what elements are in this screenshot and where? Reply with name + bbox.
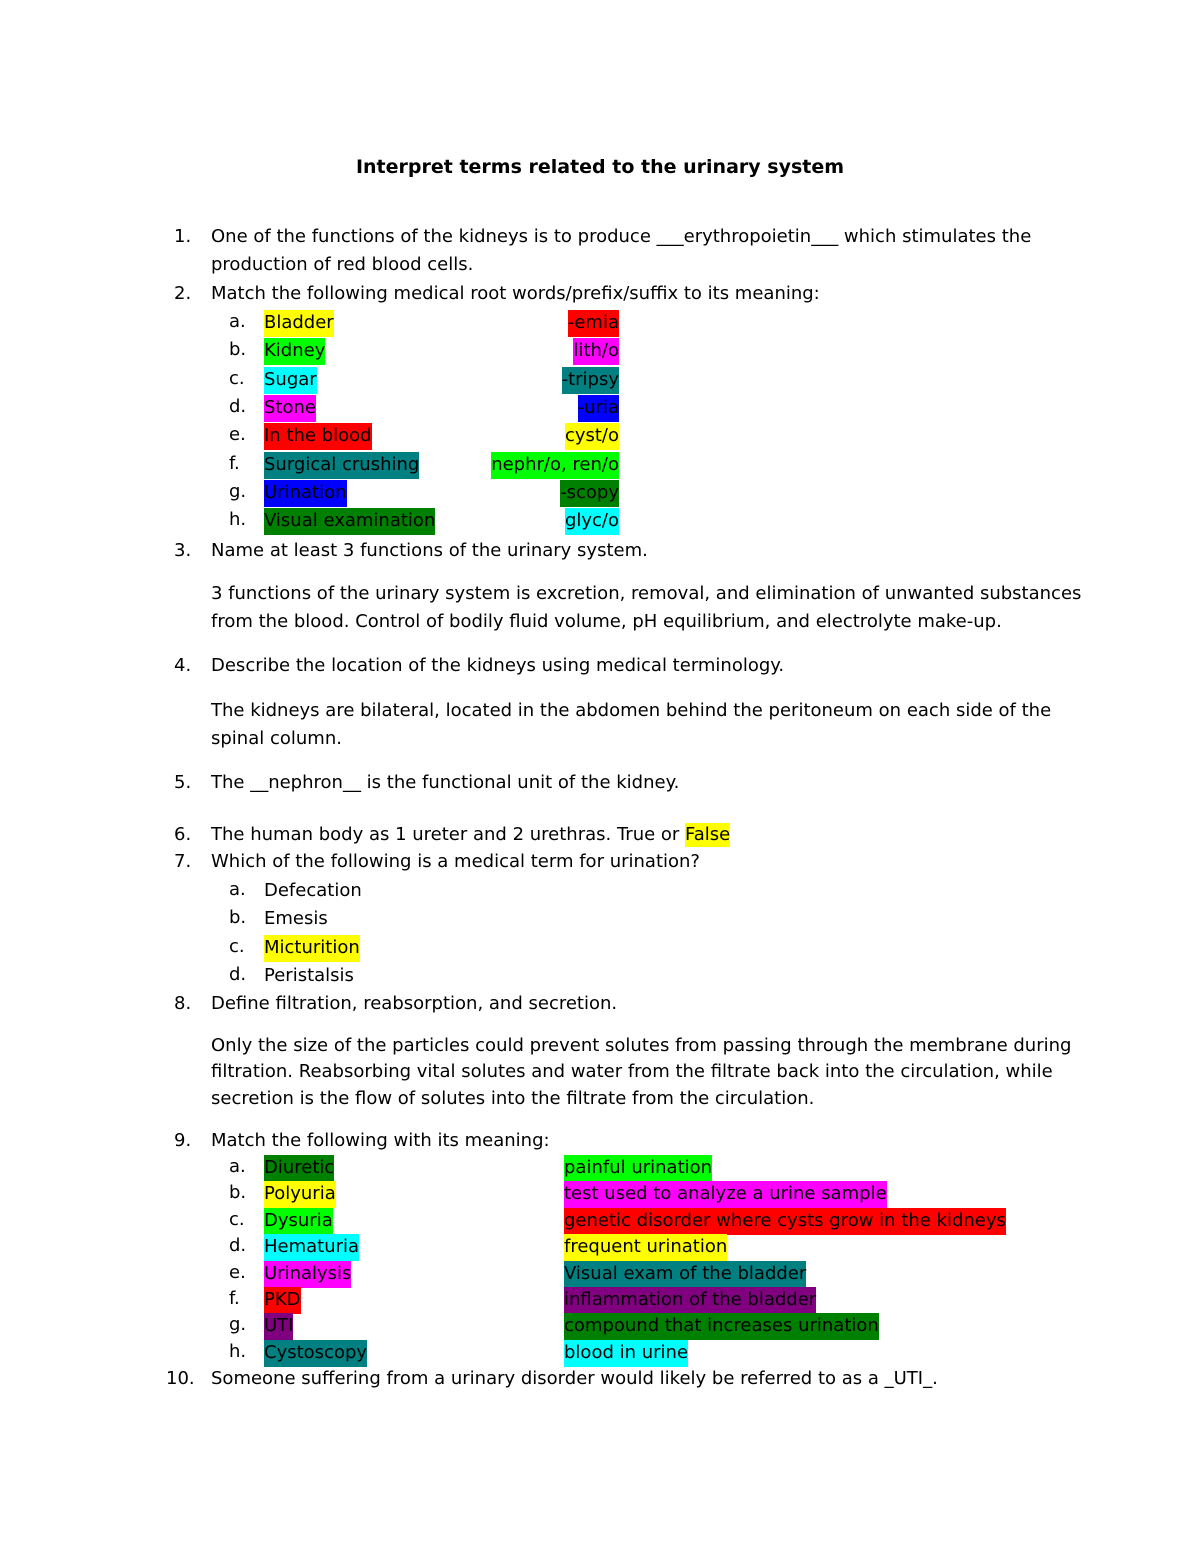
q9-left-letter: h. [229,1340,247,1362]
q2-right-item: -emia [568,310,619,337]
q2-left-item: In the blood [264,423,372,450]
q8-number: 8. [174,993,192,1014]
q9-left-item: Polyuria [264,1181,336,1208]
q9-number: 9. [174,1130,192,1151]
q8-answer-line1: Only the size of the particles could prevent solutes from passing through the membrane during [211,1035,1072,1056]
q7-option-letter: a. [229,879,246,900]
q2-left-letter: h. [229,509,247,531]
q2-left-item: Kidney [264,338,325,365]
q9-right-item: test used to analyze a urine sample [564,1181,887,1208]
q7-option-item: Peristalsis [264,964,354,986]
q4-text: Describe the location of the kidneys using medical terminology. [211,655,785,676]
q9-text: Match the following with its meaning: [211,1130,550,1151]
q9-right-item: blood in urine [564,1340,688,1367]
q2-left-letter: b. [229,339,247,361]
q3-answer-line1: 3 functions of the urinary system is excretion, removal, and elimination of unwanted substances [211,583,1082,604]
q1-number: 1. [174,226,192,247]
q3-text: Name at least 3 functions of the urinary system. [211,540,648,561]
q2-left-item: Bladder [264,310,334,337]
q2-right-item: nephr/o, ren/o [491,452,619,479]
q6-answer-highlight: False [685,824,731,845]
q3-number: 3. [174,540,192,561]
q9-left-item: Dysuria [264,1208,333,1235]
q9-left-item: Diuretic [264,1155,334,1182]
q9-left-item: UTI [264,1313,293,1340]
q2-right-item: glyc/o [565,508,619,535]
q7-number: 7. [174,851,192,872]
q5-text: The __nephron__ is the functional unit of the kidney. [211,772,680,793]
q4-answer-line2: spinal column. [211,728,342,749]
q2-left-letter: c. [229,367,245,389]
q2-right-item: -uria [578,395,619,422]
q8-answer-line3: secretion is the flow of solutes into the filtrate from the circulation. [211,1088,815,1109]
q2-right-item: -scopy [560,480,619,507]
q2-number: 2. [174,283,192,304]
q9-left-letter: g. [229,1314,247,1336]
q2-right-item: cyst/o [565,423,619,450]
q9-left-letter: d. [229,1235,247,1257]
q9-left-letter: f. [229,1288,240,1309]
q2-right-item: lith/o [573,338,619,365]
q1-text-line1: One of the functions of the kidneys is to produce ___erythropoietin___ which stimulates the [211,226,1032,247]
q2-left-item: Stone [264,395,316,422]
document-title: Interpret terms related to the urinary system [355,156,845,178]
q9-right-item: frequent urination [564,1234,727,1261]
q9-left-item: Urinalysis [264,1261,351,1288]
q8-text: Define filtration, reabsorption, and secretion. [211,993,618,1014]
q4-answer-line1: The kidneys are bilateral, located in the abdomen behind the peritoneum on each side of the [211,700,1052,721]
q9-left-item: Cystoscopy [264,1340,367,1367]
q1-text-line2: production of red blood cells. [211,254,474,275]
q2-text: Match the following medical root words/prefix/suffix to its meaning: [211,283,820,304]
q7-option-item: Micturition [264,935,360,962]
q2-left-item: Visual examination [264,508,435,535]
q2-left-item: Surgical crushing [264,452,419,479]
q9-right-item: genetic disorder where cysts grow in the kidneys [564,1208,1006,1235]
q3-answer-line2: from the blood. Control of bodily fluid volume, pH equilibrium, and electrolyte make-up. [211,611,1002,632]
q9-left-letter: b. [229,1182,247,1204]
q10-text: Someone suffering from a urinary disorder would likely be referred to as a _UTI_. [211,1368,938,1389]
q7-option-item: Defecation [264,880,362,901]
q9-right-item: Visual exam of the bladder [564,1261,806,1288]
q2-left-letter: f. [229,452,240,474]
q9-left-item: PKD [264,1287,301,1314]
q2-left-letter: a. [229,311,246,332]
q7-option-item: Emesis [264,908,328,930]
q9-left-letter: c. [229,1208,245,1230]
q9-left-item: Hematuria [264,1234,359,1261]
q6-number: 6. [174,824,192,845]
q2-left-letter: d. [229,395,247,417]
q7-option-letter: d. [229,963,247,985]
q2-left-letter: e. [229,424,246,446]
q7-text: Which of the following is a medical term for urination? [211,851,700,872]
q9-right-item: painful urination [564,1155,712,1182]
q9-right-item: compound that increases urination [564,1313,879,1340]
q7-option-letter: c. [229,935,245,957]
q2-left-letter: g. [229,480,247,502]
q2-right-item: -tripsy [562,367,619,394]
q8-answer-line2: filtration. Reabsorbing vital solutes and water from the filtrate back into the circulation, while [211,1061,1053,1082]
q5-number: 5. [174,772,192,793]
q6-text: The human body as 1 ureter and 2 urethras. True or [211,824,686,845]
q4-number: 4. [174,655,192,676]
q2-left-item: Sugar [264,367,317,394]
q6-line [211,823,730,847]
q2-left-item: Urination [264,480,347,507]
q9-right-item: inflammation of the bladder [564,1287,816,1314]
q9-left-letter: e. [229,1261,246,1283]
q7-option-letter: b. [229,907,247,929]
q10-number: 10. [166,1368,195,1389]
q9-left-letter: a. [229,1156,246,1177]
